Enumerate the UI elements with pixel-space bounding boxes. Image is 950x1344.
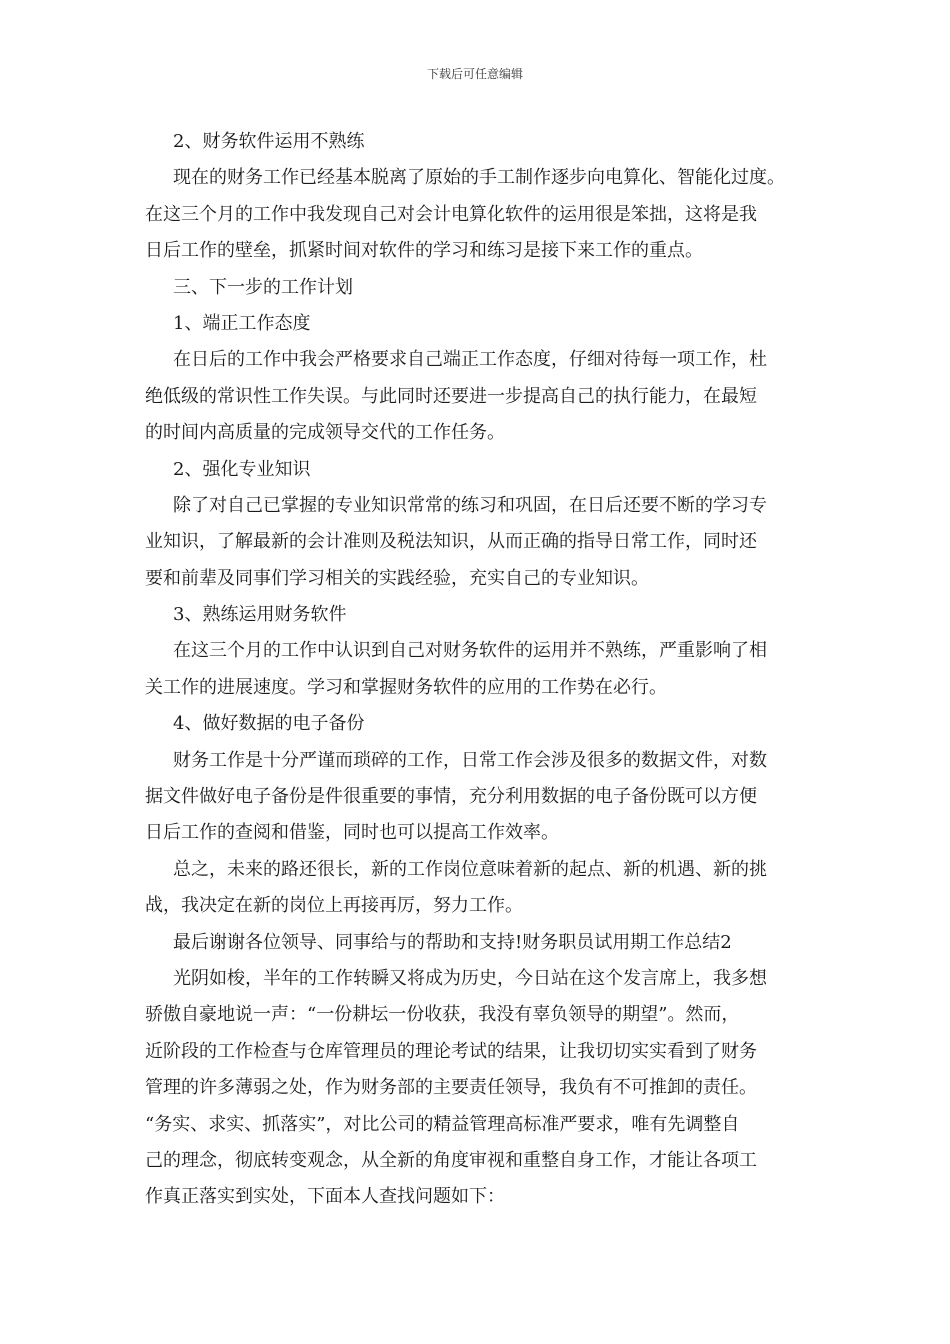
text-line: 在这三个月的工作中我发现自己对会计电算化软件的运用很是笨拙，这将是我 (145, 203, 757, 225)
text-line: 的时间内高质量的完成领导交代的工作任务。 (145, 422, 505, 444)
page-header: 下载后可任意编辑 (426, 67, 523, 81)
text-line: 财务工作是十分严谨而琐碎的工作，日常工作会涉及很多的数据文件，对数 (173, 749, 767, 771)
text-line: 近阶段的工作检查与仓库管理员的理论考试的结果，让我切切实实看到了财务 (145, 1040, 757, 1062)
text-line: 己的理念，彻底转变观念，从全新的角度审视和重整自身工作，才能让各项工 (145, 1149, 757, 1171)
text-line: 2、强化专业知识 (173, 458, 311, 480)
text-line: 现在的财务工作已经基本脱离了原始的手工制作逐步向电算化、智能化过度。 (173, 167, 785, 189)
text-line: “务实、求实、抓落实”，对比公司的精益管理高标准严要求，唯有先调整自 (145, 1113, 740, 1135)
text-line: 日后工作的壁垒，抓紧时间对软件的学习和练习是接下来工作的重点。 (145, 240, 703, 262)
text-line: 3、熟练运用财务软件 (173, 604, 347, 626)
text-line: 据文件做好电子备份是件很重要的事情，充分利用数据的电子备份既可以方便 (145, 786, 757, 808)
text-line: 1、端正工作态度 (173, 312, 311, 334)
text-line: 战，我决定在新的岗位上再接再厉，努力工作。 (145, 895, 523, 917)
text-line: 除了对自己已掌握的专业知识常常的练习和巩固，在日后还要不断的学习专 (173, 494, 767, 516)
text-line: 在这三个月的工作中认识到自己对财务软件的运用并不熟练，严重影响了相 (173, 640, 767, 662)
text-line: 光阴如梭，半年的工作转瞬又将成为历史，今日站在这个发言席上，我多想 (173, 967, 767, 989)
text-line: 日后工作的查阅和借鉴，同时也可以提高工作效率。 (145, 822, 559, 844)
text-line: 关工作的进展速度。学习和掌握财务软件的应用的工作势在必行。 (145, 676, 667, 698)
text-line: 绝低级的常识性工作失误。与此同时还要进一步提高自己的执行能力，在最短 (145, 385, 757, 407)
text-line: 作真正落实到实处，下面本人查找问题如下： (145, 1186, 505, 1208)
text-line: 骄傲自豪地说一声：“一份耕坛一份收获，我没有辜负领导的期望”。然而， (145, 1004, 740, 1026)
text-line: 最后谢谢各位领导、同事给与的帮助和支持!财务职员试用期工作总结2 (173, 931, 732, 953)
text-line: 4、做好数据的电子备份 (173, 713, 365, 735)
text-line: 管理的许多薄弱之处，作为财务部的主要责任领导，我负有不可推卸的责任。 (145, 1077, 757, 1099)
text-line: 三、下一步的工作计划 (173, 276, 353, 298)
text-line: 2、财务软件运用不熟练 (173, 131, 365, 152)
text-line: 要和前辈及同事们学习相关的实践经验，充实自己的专业知识。 (145, 567, 649, 589)
text-line: 业知识，了解最新的会计准则及税法知识，从而正确的指导日常工作，同时还 (145, 531, 757, 553)
text-line: 在日后的工作中我会严格要求自己端正工作态度，仔细对待每一项工作，杜 (173, 349, 767, 371)
text-line: 总之，未来的路还很长，新的工作岗位意味着新的起点、新的机遇、新的挑 (173, 858, 767, 880)
document-body (145, 124, 817, 1216)
